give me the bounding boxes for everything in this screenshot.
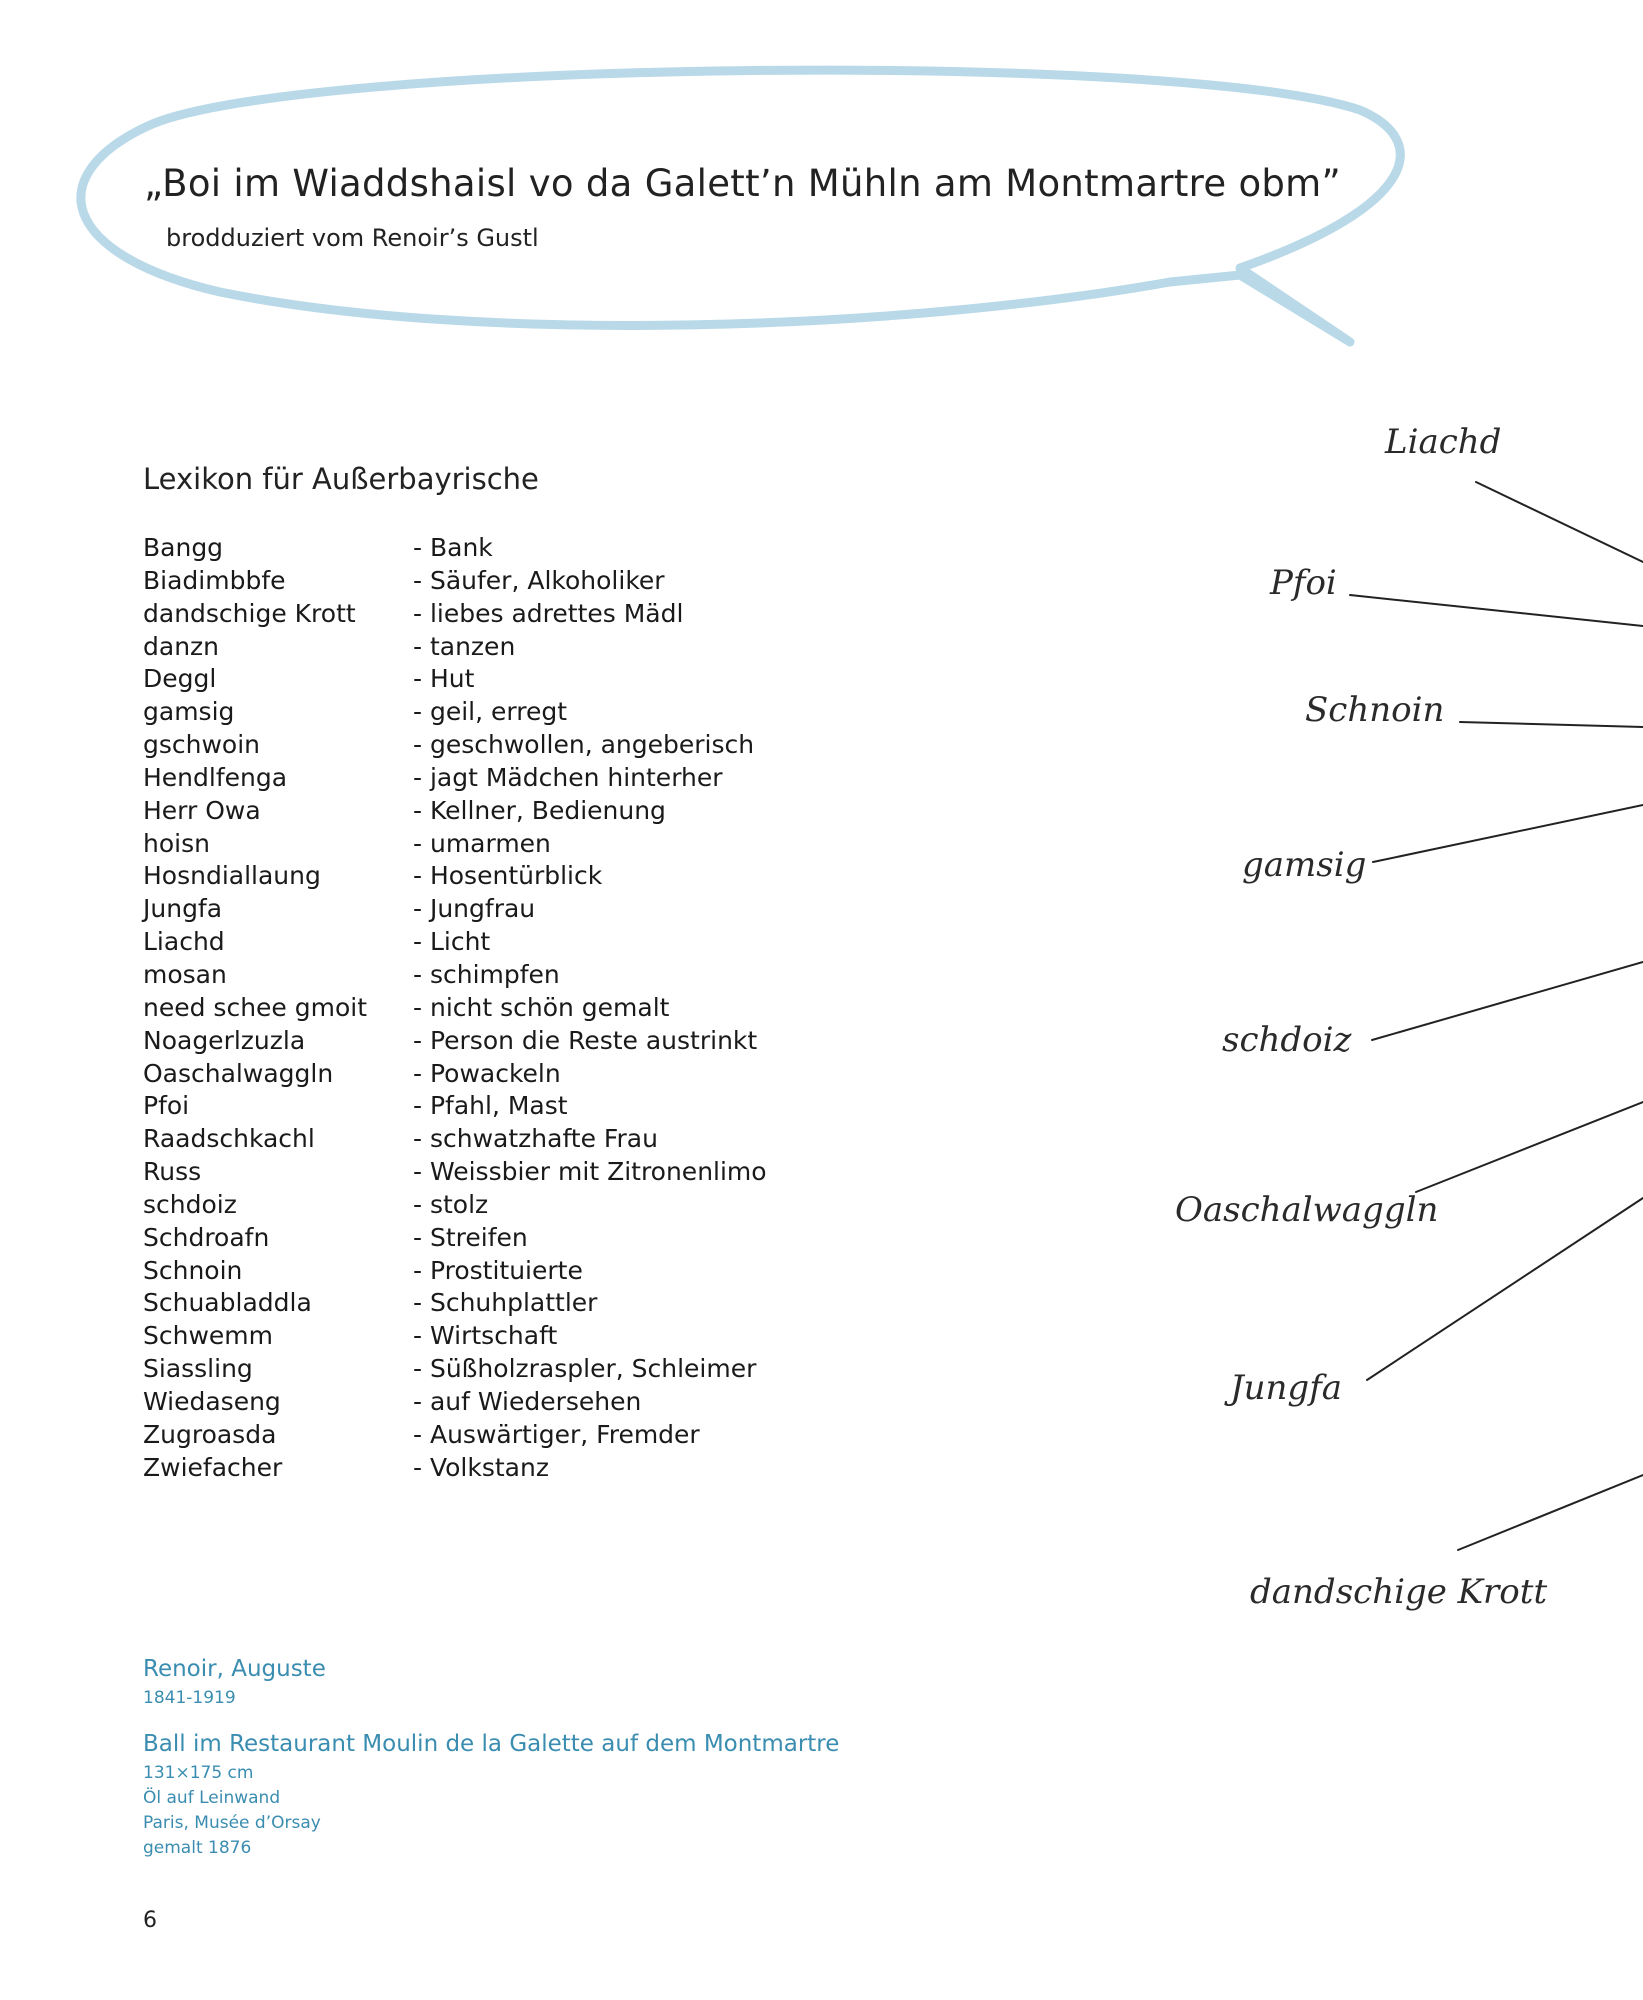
annotation-gamsig: gamsig xyxy=(1242,845,1367,885)
list-item xyxy=(143,893,943,926)
lexicon-heading: Lexikon für Außerbayrische xyxy=(143,462,539,496)
term: schdoiz xyxy=(143,1189,237,1219)
list-item xyxy=(143,1189,943,1222)
term: Raadschkachl xyxy=(143,1124,315,1154)
term: Noagerlzuzla xyxy=(143,1025,306,1055)
term: Schwemm xyxy=(143,1321,273,1351)
meaning: - Streifen xyxy=(413,1222,528,1252)
list-item xyxy=(143,959,943,992)
pointer-line-oaschalwaggln xyxy=(1416,1102,1643,1192)
annotation-jungfa: Jungfa xyxy=(1230,1368,1343,1408)
caption-artist: Renoir, Auguste xyxy=(143,1656,326,1682)
caption-work-title: Ball im Restaurant Moulin de la Galette auf dem Montmartre xyxy=(143,1731,840,1757)
term: Jungfa xyxy=(143,894,223,924)
pointer-line-dandschige-krott xyxy=(1458,1475,1643,1550)
meaning: - schimpfen xyxy=(413,959,560,989)
annotation-pfoi: Pfoi xyxy=(1270,563,1337,603)
meaning: - Auswärtiger, Fremder xyxy=(413,1419,700,1449)
meaning: - Licht xyxy=(413,927,491,957)
list-item xyxy=(143,631,943,664)
list-item xyxy=(143,926,943,959)
caption-medium: Öl auf Leinwand xyxy=(143,1788,281,1808)
list-item xyxy=(143,1058,943,1091)
list-item xyxy=(143,1025,943,1058)
term: danzn xyxy=(143,631,220,661)
annotation-dandschige-krott: dandschige Krott xyxy=(1250,1572,1548,1612)
speech-bubble-outline xyxy=(81,70,1400,342)
page-title: „Boi im Wiaddshaisl vo da Galett’n Mühln am Montmartre obm” xyxy=(144,162,1341,205)
list-item xyxy=(143,532,943,565)
meaning: - geschwollen, angeberisch xyxy=(413,730,755,760)
term: Oaschalwaggln xyxy=(143,1058,334,1088)
term: Herr Owa xyxy=(143,795,261,825)
term: Zugroasda xyxy=(143,1419,277,1449)
meaning: - Powackeln xyxy=(413,1058,561,1088)
meaning: - Bank xyxy=(413,533,493,562)
list-item xyxy=(143,1320,943,1353)
term: Bangg xyxy=(143,533,224,562)
term: Schuabladdla xyxy=(143,1288,312,1318)
annotation-schdoiz: schdoiz xyxy=(1222,1020,1352,1060)
list-item xyxy=(143,795,943,828)
meaning: - Volkstanz xyxy=(413,1452,549,1482)
list-item xyxy=(143,1255,943,1288)
term: Schnoin xyxy=(143,1255,243,1285)
meaning: - Süßholzraspler, Schleimer xyxy=(413,1354,757,1384)
pointer-line-schdoiz xyxy=(1372,962,1643,1040)
term: Wiedaseng xyxy=(143,1386,281,1416)
term: dandschige Krott xyxy=(143,598,356,628)
list-item xyxy=(143,1156,943,1189)
meaning: - geil, erregt xyxy=(413,697,568,727)
meaning: - umarmen xyxy=(413,828,551,858)
list-item xyxy=(143,1123,943,1156)
list-item xyxy=(143,1419,943,1452)
caption-dimensions: 131×175 cm xyxy=(143,1763,254,1783)
meaning: - tanzen xyxy=(413,631,516,661)
pointer-line-schnoin xyxy=(1460,722,1643,727)
list-item xyxy=(143,762,943,795)
pointer-line-pfoi xyxy=(1350,595,1643,626)
term: Pfoi xyxy=(143,1091,190,1121)
list-item xyxy=(143,1287,943,1320)
page-subtitle: brodduziert vom Renoir’s Gustl xyxy=(166,224,539,252)
caption-dates: 1841-1919 xyxy=(143,1688,236,1708)
list-item xyxy=(143,1386,943,1419)
term: gschwoin xyxy=(143,730,261,760)
annotation-liachd: Liachd xyxy=(1385,422,1502,462)
caption-year: gemalt 1876 xyxy=(143,1838,252,1858)
term: hoisn xyxy=(143,828,210,858)
term: Siassling xyxy=(143,1354,253,1384)
term: Deggl xyxy=(143,664,217,694)
meaning: - nicht schön gemalt xyxy=(413,992,670,1022)
term: Biadimbbfe xyxy=(143,565,286,595)
meaning: - liebes adrettes Mädl xyxy=(413,598,684,628)
list-item xyxy=(143,860,943,893)
annotation-oaschalwaggln: Oaschalwaggln xyxy=(1175,1190,1439,1230)
meaning: - stolz xyxy=(413,1189,489,1219)
meaning: - Schuhplattler xyxy=(413,1288,598,1318)
meaning: - jagt Mädchen hinterher xyxy=(413,762,723,792)
list-item xyxy=(143,565,943,598)
page-number: 6 xyxy=(143,1908,157,1933)
list-item xyxy=(143,729,943,762)
meaning: - Wirtschaft xyxy=(413,1321,558,1351)
list-item xyxy=(143,992,943,1025)
term: Schdroafn xyxy=(143,1222,270,1252)
pointer-line-liachd xyxy=(1476,482,1643,562)
list-item xyxy=(143,1452,943,1485)
term: Liachd xyxy=(143,927,225,957)
meaning: - auf Wiedersehen xyxy=(413,1386,642,1416)
list-item xyxy=(143,1090,943,1123)
list-item xyxy=(143,828,943,861)
meaning: - Jungfrau xyxy=(413,894,536,924)
caption-location: Paris, Musée d’Orsay xyxy=(143,1813,321,1833)
meaning: - Säufer, Alkoholiker xyxy=(413,565,665,595)
meaning: - Prostituierte xyxy=(413,1255,583,1285)
term: Zwiefacher xyxy=(143,1452,283,1482)
pointer-line-gamsig xyxy=(1373,805,1643,862)
term: Russ xyxy=(143,1157,202,1187)
list-item xyxy=(143,1353,943,1386)
term: need schee gmoit xyxy=(143,992,368,1022)
annotation-schnoin: Schnoin xyxy=(1305,690,1445,730)
term: gamsig xyxy=(143,697,235,727)
meaning: - Hut xyxy=(413,664,475,694)
meaning: - Weissbier mit Zitronenlimo xyxy=(413,1157,767,1187)
lexicon-list xyxy=(143,532,943,1484)
meaning: - schwatzhafte Frau xyxy=(413,1124,658,1154)
term: Hendlfenga xyxy=(143,762,288,792)
meaning: - Person die Reste austrinkt xyxy=(413,1025,758,1055)
list-item xyxy=(143,696,943,729)
list-item xyxy=(143,663,943,696)
term: mosan xyxy=(143,959,227,989)
list-item xyxy=(143,598,943,631)
term: Hosndiallaung xyxy=(143,861,321,891)
meaning: - Hosentürblick xyxy=(413,861,603,891)
meaning: - Pfahl, Mast xyxy=(413,1091,568,1121)
list-item xyxy=(143,1222,943,1255)
meaning: - Kellner, Bedienung xyxy=(413,795,666,825)
